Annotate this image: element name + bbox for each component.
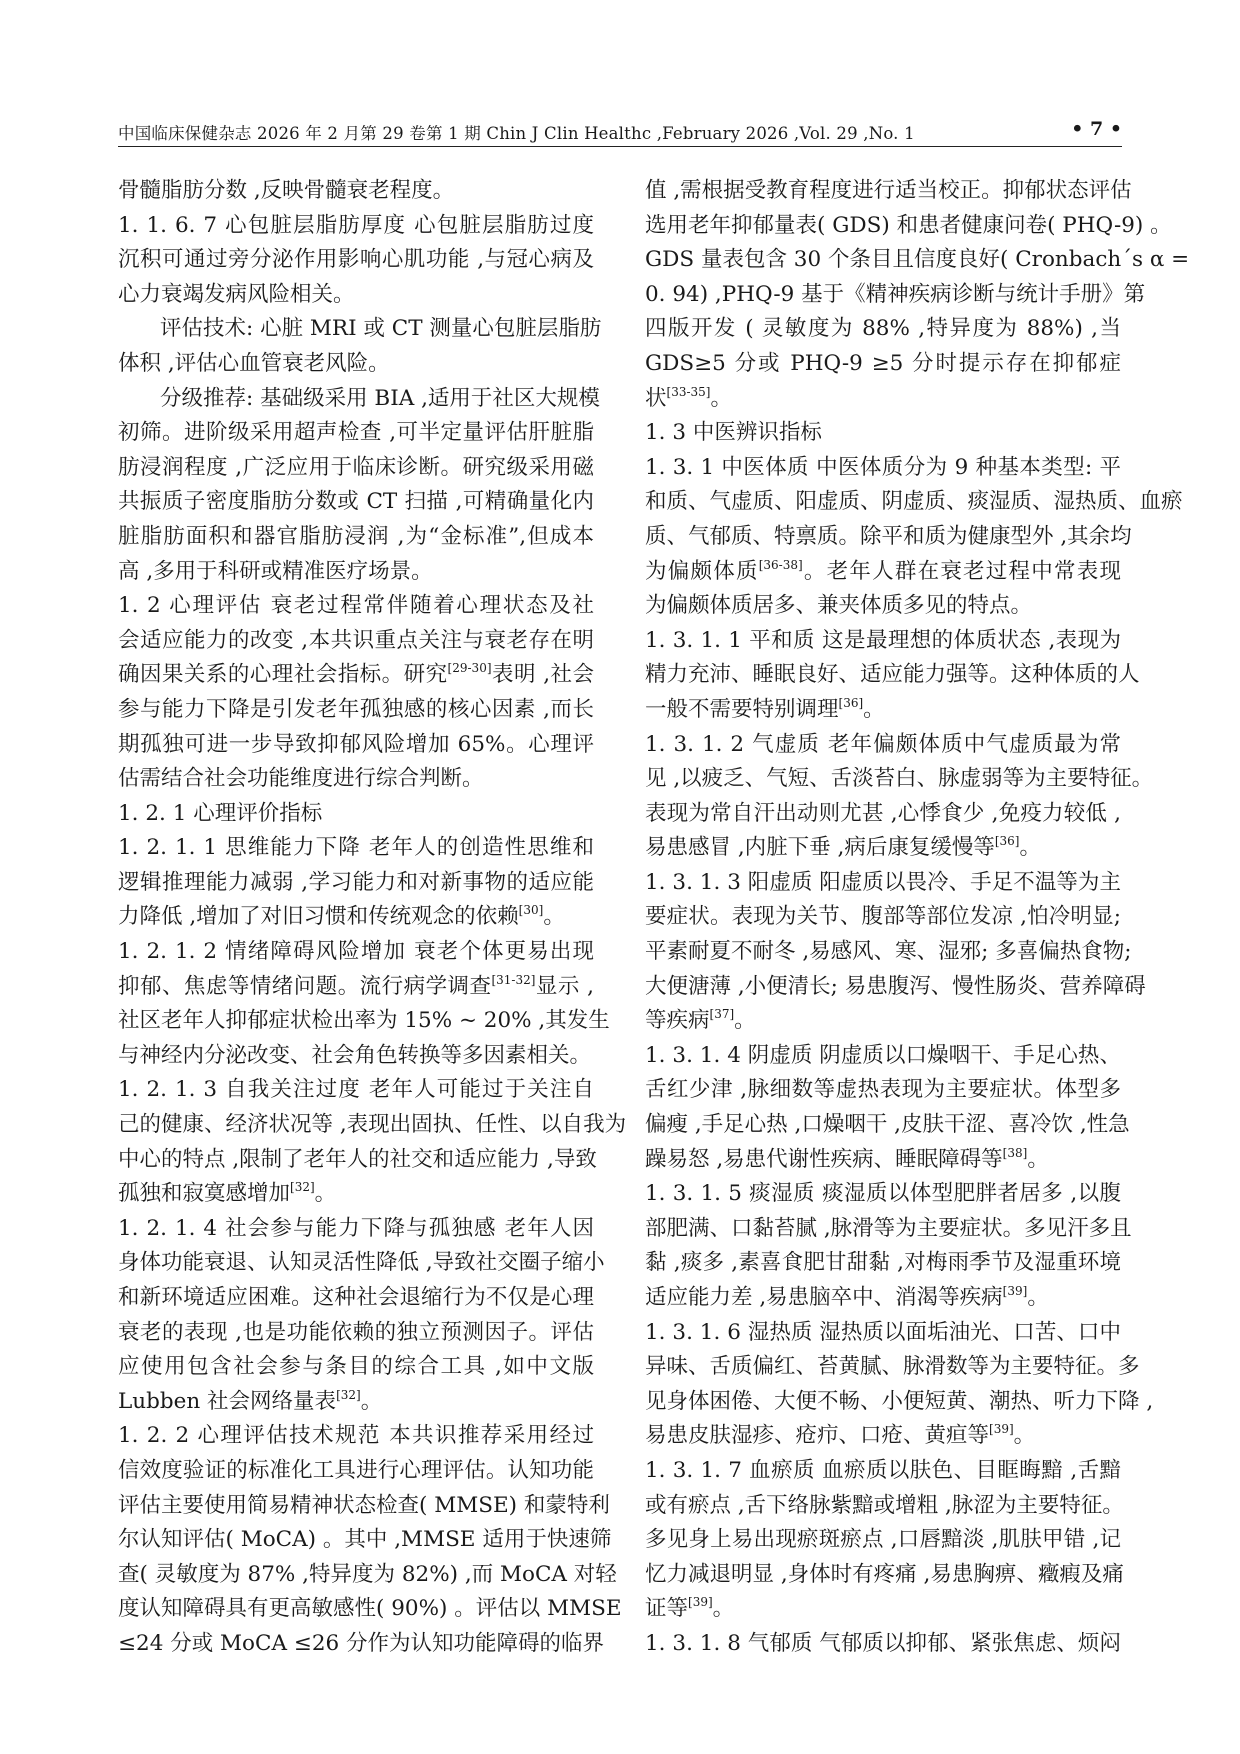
citation-ref: [36] — [994, 834, 1020, 849]
citation-ref: [31-32] — [491, 972, 536, 987]
line-text-tail: 。 — [314, 1181, 337, 1207]
text-line — [118, 1627, 605, 1662]
citation-ref: [36-38] — [758, 557, 803, 572]
line-text: 己的健康、经济状况等 ,表现出固执、任性、以自我为 — [118, 1112, 627, 1138]
text-line — [118, 1350, 594, 1385]
line-text: 脏脂肪面积和器官脂肪浸润 ,为“金标准”,但成本 — [118, 523, 594, 549]
line-text-tail: 。 — [543, 904, 565, 930]
citation-ref: [30] — [518, 903, 544, 918]
text-line — [645, 624, 1121, 659]
text-line — [118, 1004, 610, 1039]
text-line — [645, 416, 1121, 451]
text-line — [118, 1523, 612, 1558]
text-line — [118, 174, 594, 209]
page-number: • 7 • — [1071, 118, 1122, 140]
left-column — [118, 174, 627, 1662]
text-line — [118, 1073, 594, 1108]
line-text-tail: 表明 ,社会 — [491, 662, 594, 688]
text-line — [118, 1489, 610, 1524]
line-text: 1. 3. 1. 5 痰湿质 痰湿质以体型肥胖者居多 ,以腹 — [645, 1181, 1121, 1207]
text-line — [118, 1246, 605, 1281]
line-text: 1. 3. 1. 4 阴虚质 阴虚质以口燥咽干、手足心热、 — [645, 1042, 1121, 1068]
citation-ref: [32] — [336, 1387, 361, 1402]
line-text-tail: 。 — [710, 385, 732, 411]
text-line — [118, 762, 594, 797]
text-line — [118, 658, 594, 693]
line-text: 大便溏薄 ,小便清长; 易患腹泻、慢性肠炎、营养障碍 — [645, 973, 1146, 999]
text-line — [645, 1592, 1121, 1627]
running-head-text: 中国临床保健杂志 2026 年 2 月第 29 卷第 1 期 Chin J Clin Healthc ,February 2026 ,Vol. 29 ,No. 1 — [118, 124, 915, 143]
line-text: 确因果关系的心理社会指标。研究 — [118, 662, 448, 688]
citation-ref: [36] — [838, 695, 864, 710]
text-line — [645, 1246, 1121, 1281]
text-line — [645, 1558, 1124, 1593]
citation-ref: [39] — [688, 1595, 713, 1610]
citation-ref: [33-35] — [666, 384, 711, 399]
text-line — [118, 900, 594, 935]
line-text: 为偏颇体质 — [645, 558, 759, 584]
citation-ref: [39] — [989, 1422, 1014, 1437]
line-text: 选用老年抑郁量表( GDS) 和患者健康问卷( PHQ-9) 。 — [645, 212, 1172, 238]
line-text: 应使用包含社会参与条目的综合工具 ,如中文版 — [118, 1354, 594, 1380]
text-line — [645, 728, 1121, 763]
line-text: 1. 2. 1 心理评价指标 — [118, 800, 323, 826]
text-line — [118, 1419, 594, 1454]
text-line — [645, 1212, 1132, 1247]
text-line — [645, 866, 1121, 901]
line-text: 会适应能力的改变 ,本共识重点关注与衰老存在明 — [118, 627, 594, 653]
line-text-tail: 。 — [712, 1596, 735, 1622]
text-line — [118, 970, 594, 1005]
line-text: 一般不需要特别调理 — [645, 696, 839, 722]
line-text: 适应能力差 ,易患脑卒中、消渴等疾病 — [645, 1285, 1003, 1310]
text-line — [645, 278, 1146, 313]
text-line — [645, 520, 1132, 555]
text-line — [645, 1039, 1121, 1074]
citation-ref: [37] — [709, 1007, 735, 1022]
text-line — [118, 1316, 594, 1351]
line-text-tail: 。 — [1027, 1146, 1049, 1172]
text-line — [118, 1592, 622, 1627]
line-text: 和新环境适应困难。这种社会退缩行为不仅是心理 — [118, 1285, 594, 1310]
line-text: 肪浸润程度 ,广泛应用于临床诊断。研究级采用磁 — [118, 454, 594, 480]
text-line — [118, 312, 602, 347]
line-text: 等疾病 — [645, 1008, 710, 1034]
citation-ref: [29-30] — [447, 661, 492, 676]
line-text: 尔认知评估( MoCA) 。其中 ,MMSE 适用于快速筛 — [118, 1527, 612, 1553]
line-text-tail: 显示 , — [535, 973, 594, 999]
text-line — [118, 935, 594, 970]
line-text: 初筛。进阶级采用超声检查 ,可半定量评估肝脏脂 — [118, 420, 594, 446]
line-text: 1. 2. 1. 4 社会参与能力下降与孤独感 老年人因 — [118, 1215, 594, 1241]
line-text: 身体功能衰退、认知灵活性降低 ,导致社交圈子缩小 — [118, 1250, 605, 1276]
line-text: 心力衰竭发病风险相关。 — [118, 281, 355, 307]
text-line — [118, 1281, 594, 1316]
line-text: 证等 — [645, 1596, 689, 1622]
citation-ref: [32] — [290, 1180, 315, 1195]
text-line — [118, 278, 594, 313]
line-text: 精力充沛、睡眠良好、适应能力强等。这种体质的人 — [645, 662, 1140, 688]
line-text: 抑郁、焦虑等情绪问题。流行病学调查 — [118, 973, 492, 999]
line-text: 共振质子密度脂肪分数或 CT 扫描 ,可精确量化内 — [118, 489, 594, 515]
line-text: 1. 2. 1. 2 情绪障碍风险增加 衰老个体更易出现 — [118, 939, 594, 965]
line-text: 表现为常自汗出动则尤甚 ,心悸食少 ,免疫力较低 , — [645, 800, 1121, 826]
line-text: 体积 ,评估心血管衰老风险。 — [118, 350, 390, 376]
line-text: 骨髓脂肪分数 ,反映骨髓衰老程度。 — [118, 178, 455, 203]
line-text: 1. 2. 2 心理评估技术规范 本共识推荐采用经过 — [118, 1423, 594, 1449]
text-line — [118, 831, 594, 866]
text-line — [645, 1316, 1121, 1351]
text-line — [118, 485, 594, 520]
line-text: 1. 3. 1. 8 气郁质 气郁质以抑郁、紧张焦虑、烦闷 — [645, 1630, 1121, 1656]
line-text: 衰老的表现 ,也是功能依赖的独立预测因子。评估 — [118, 1319, 594, 1345]
line-text: 社区老年人抑郁症状检出率为 15% ~ 20% ,其发生 — [118, 1008, 610, 1034]
line-text: 评估技术: 心脏 MRI 或 CT 测量心包脏层脂肪 — [160, 316, 602, 342]
line-text: 力降低 ,增加了对旧习惯和传统观念的依赖 — [118, 904, 519, 930]
line-text: 1. 3. 1 中医体质 中医体质分为 9 种基本类型: 平 — [645, 454, 1121, 480]
text-line — [118, 1108, 627, 1143]
text-line — [118, 555, 594, 590]
text-line — [645, 1177, 1121, 1212]
text-line — [118, 451, 594, 486]
text-line — [645, 970, 1146, 1005]
line-text: 要症状。表现为关节、腹部等部位发凉 ,怕冷明显; — [645, 904, 1121, 930]
line-text: 1. 1. 6. 7 心包脏层脂肪厚度 心包脏层脂肪过度 — [118, 212, 594, 238]
text-line — [645, 174, 1132, 209]
line-text: 与神经内分泌改变、社会角色转换等多因素相关。 — [118, 1042, 592, 1068]
line-text: 为偏颇体质居多、兼夹体质多见的特点。 — [645, 593, 1033, 619]
text-line — [645, 797, 1121, 832]
text-line — [118, 1212, 594, 1247]
text-line — [645, 312, 1121, 347]
text-line — [645, 347, 1121, 382]
line-text: 1. 3 中医辨识指标 — [645, 420, 822, 446]
running-header — [118, 118, 1122, 147]
text-line — [118, 589, 594, 624]
line-text: 舌红少津 ,脉细数等虚热表现为主要症状。体型多 — [645, 1077, 1121, 1103]
line-text-tail: 。 — [1019, 835, 1041, 861]
text-line — [645, 555, 1121, 590]
line-text: 中心的特点 ,限制了老年人的社交和适应能力 ,导致 — [118, 1146, 597, 1172]
line-text: 1. 3. 1. 1 平和质 这是最理想的体质状态 ,表现为 — [645, 627, 1121, 653]
text-line — [118, 1177, 594, 1212]
text-line — [645, 1281, 1121, 1316]
line-text: 1. 2. 1. 3 自我关注过度 老年人可能过于关注自 — [118, 1077, 594, 1103]
line-text: 忆力减退明显 ,身体时有疼痛 ,易患胸痹、癥瘕及痛 — [645, 1561, 1124, 1587]
line-text: ≤24 分或 MoCA ≤26 分作为认知功能障碍的临界 — [118, 1630, 605, 1656]
line-text: 异味、舌质偏红、苔黄腻、脉滑数等为主要特征。多 — [645, 1354, 1140, 1380]
citation-ref: [39] — [1002, 1284, 1028, 1298]
line-text: 信效度验证的标准化工具进行心理评估。认知功能 — [118, 1457, 594, 1483]
line-text: 易患感冒 ,内脏下垂 ,病后康复缓慢等 — [645, 835, 995, 861]
text-line — [645, 451, 1121, 486]
text-line — [645, 762, 1154, 797]
text-line — [645, 1523, 1121, 1558]
line-text: 偏瘦 ,手足心热 ,口燥咽干 ,皮肤干涩、喜冷饮 ,性急 — [645, 1112, 1130, 1138]
text-line — [118, 1558, 617, 1593]
line-text: 查( 灵敏度为 87% ,特异度为 82%) ,而 MoCA 对轻 — [118, 1561, 617, 1587]
text-line — [118, 416, 594, 451]
line-text-tail: 。 — [360, 1388, 383, 1414]
line-text: 1. 3. 1. 2 气虚质 老年偏颇体质中气虚质最为常 — [645, 731, 1121, 757]
text-line — [118, 866, 594, 901]
line-text: 沉积可通过旁分泌作用影响心肌功能 ,与冠心病及 — [118, 247, 594, 273]
line-text: 0. 94) ,PHQ-9 基于《精神疾病诊断与统计手册》第 — [645, 281, 1146, 307]
line-text: 期孤独可进一步导致抑郁风险增加 65%。心理评 — [118, 731, 594, 757]
line-text: 高 ,多用于科研或精准医疗场景。 — [118, 558, 433, 584]
text-line — [645, 1108, 1130, 1143]
text-line — [645, 1627, 1121, 1662]
line-text: 孤独和寂寞感增加 — [118, 1181, 291, 1207]
line-text: 分级推荐: 基础级采用 BIA ,适用于社区大规模 — [160, 385, 600, 411]
text-line — [645, 1419, 1121, 1454]
text-line — [118, 693, 594, 728]
text-line — [118, 797, 594, 832]
line-text: 逻辑推理能力减弱 ,学习能力和对新事物的适应能 — [118, 869, 594, 895]
line-text: 状 — [645, 385, 667, 411]
right-column — [645, 174, 1190, 1662]
text-line — [645, 382, 1121, 417]
text-line — [118, 520, 594, 555]
line-text: 黏 ,痰多 ,素喜食肥甘甜黏 ,对梅雨季节及湿重环境 — [645, 1250, 1121, 1276]
line-text-tail: 。 — [1027, 1285, 1049, 1310]
line-text: 值 ,需根据受教育程度进行适当校正。抑郁状态评估 — [645, 178, 1132, 203]
text-line — [645, 1350, 1140, 1385]
text-line — [118, 1143, 597, 1178]
line-text-tail: 。 — [1013, 1423, 1036, 1449]
text-line — [645, 900, 1121, 935]
line-text: 见身体困倦、大便不畅、小便短黄、潮热、听力下降 , — [645, 1388, 1154, 1414]
text-line — [645, 1143, 1121, 1178]
text-line — [645, 1073, 1121, 1108]
text-line — [645, 935, 1132, 970]
line-text: GDS 量表包含 30 个条目且信度良好( Cronbach´s α = — [645, 247, 1190, 273]
line-text: 易患皮肤湿疹、疮疖、口疮、黄疸等 — [645, 1423, 990, 1449]
text-line — [645, 1385, 1154, 1420]
text-line — [118, 1385, 594, 1420]
text-line — [118, 624, 594, 659]
line-text: Lubben 社会网络量表 — [118, 1388, 337, 1414]
text-line — [645, 1004, 1121, 1039]
text-line — [645, 831, 1121, 866]
text-line — [645, 1489, 1124, 1524]
text-line — [645, 485, 1183, 520]
text-line — [118, 382, 600, 417]
line-text: 平素耐夏不耐冬 ,易感风、寒、湿邪; 多喜偏热食物; — [645, 939, 1132, 965]
line-text: 和质、气虚质、阳虚质、阴虚质、痰湿质、湿热质、血瘀 — [645, 489, 1183, 515]
text-line — [118, 347, 594, 382]
line-text: 评估主要使用简易精神状态检查( MMSE) 和蒙特利 — [118, 1492, 610, 1518]
text-line — [118, 728, 594, 763]
line-text: 或有瘀点 ,舌下络脉紫黯或增粗 ,脉涩为主要特征。 — [645, 1492, 1124, 1518]
text-line — [645, 589, 1121, 624]
line-text: 度认知障碍具有更高敏感性( 90%) 。评估以 MMSE — [118, 1596, 622, 1622]
line-text-tail: 。 — [863, 696, 885, 722]
text-line — [645, 693, 1121, 728]
line-text: 1. 2. 1. 1 思维能力下降 老年人的创造性思维和 — [118, 835, 594, 861]
line-text: 1. 3. 1. 6 湿热质 湿热质以面垢油光、口苦、口中 — [645, 1319, 1121, 1345]
text-line — [118, 243, 594, 278]
line-text: GDS≥5 分或 PHQ-9 ≥5 分时提示存在抑郁症 — [645, 350, 1121, 376]
line-text: 躁易怒 ,易患代谢性疾病、睡眠障碍等 — [645, 1146, 1003, 1172]
line-text: 参与能力下降是引发老年孤独感的核心因素 ,而长 — [118, 696, 594, 722]
text-line — [118, 1454, 594, 1489]
line-text: 估需结合社会功能维度进行综合判断。 — [118, 766, 484, 792]
text-line — [645, 209, 1172, 244]
text-line — [645, 658, 1140, 693]
line-text: 1. 3. 1. 3 阳虚质 阳虚质以畏冷、手足不温等为主 — [645, 869, 1121, 895]
line-text: 多见身上易出现瘀斑瘀点 ,口唇黯淡 ,肌肤甲错 ,记 — [645, 1527, 1121, 1553]
line-text: 1. 3. 1. 7 血瘀质 血瘀质以肤色、目眶晦黯 ,舌黯 — [645, 1457, 1121, 1483]
line-text: 质、气郁质、特禀质。除平和质为健康型外 ,其余均 — [645, 523, 1132, 549]
line-text: 见 ,以疲乏、气短、舌淡苔白、脉虚弱等为主要特征。 — [645, 766, 1154, 792]
line-text-tail: 。 — [734, 1008, 756, 1034]
citation-ref: [38] — [1002, 1145, 1028, 1160]
line-text: 部肥满、口黏苔腻 ,脉滑等为主要症状。多见汗多且 — [645, 1215, 1132, 1241]
line-text: 1. 2 心理评估 衰老过程常伴随着心理状态及社 — [118, 593, 594, 619]
text-line — [645, 243, 1190, 278]
text-line — [645, 1454, 1121, 1489]
line-text-tail: 。老年人群在衰老过程中常表现 — [802, 558, 1121, 584]
line-text: 四版开发 ( 灵敏度为 88% ,特异度为 88%) ,当 — [645, 316, 1121, 342]
text-line — [118, 209, 594, 244]
text-line — [118, 1039, 594, 1074]
